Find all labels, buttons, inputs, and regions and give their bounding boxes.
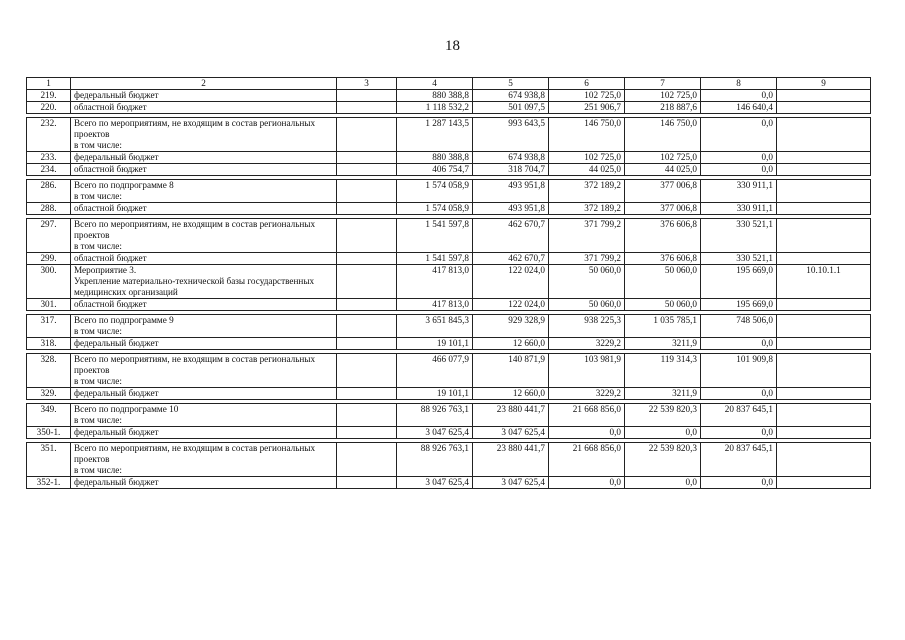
column-7-value: 50 060,0 (625, 265, 701, 299)
column-9-code (777, 180, 871, 203)
column-9-code (777, 427, 871, 439)
column-8-value: 330 521,1 (701, 253, 777, 265)
column-4-value: 3 651 845,3 (397, 315, 473, 338)
column-5-value: 122 024,0 (473, 265, 549, 299)
column-7-value: 44 025,0 (625, 164, 701, 176)
column-9-code (777, 315, 871, 338)
column-4-value: 1 541 597,8 (397, 219, 473, 253)
column-9-code (777, 388, 871, 400)
column-3-cell (337, 388, 397, 400)
column-3-cell (337, 315, 397, 338)
column-8-value: 0,0 (701, 338, 777, 350)
column-4-value: 417 813,0 (397, 265, 473, 299)
row-number-cell: 232. (27, 118, 71, 152)
row-number-cell: 329. (27, 388, 71, 400)
column-9-code (777, 118, 871, 152)
table-row (27, 90, 871, 102)
row-number-cell: 318. (27, 338, 71, 350)
table-row (27, 477, 871, 489)
column-5-value: 23 880 441,7 (473, 404, 549, 427)
column-5-value: 493 951,8 (473, 180, 549, 203)
column-8-value: 0,0 (701, 388, 777, 400)
table-row (27, 443, 871, 477)
row-number-cell: 286. (27, 180, 71, 203)
column-7-value: 3211,9 (625, 338, 701, 350)
column-4-value: 1 574 058,9 (397, 203, 473, 215)
column-5-value: 501 097,5 (473, 102, 549, 114)
header-row (27, 78, 871, 90)
table-row (27, 404, 871, 427)
row-number-cell: 219. (27, 90, 71, 102)
row-number-cell: 288. (27, 203, 71, 215)
page-number: 18 (445, 38, 460, 54)
table-row (27, 152, 871, 164)
column-header: 7 (625, 78, 701, 90)
row-name-cell: Всего по мероприятиям, не входящим в состав региональных проектов в том числе: (71, 354, 337, 388)
row-name-cell: Всего по подпрограмме 10 в том числе: (71, 404, 337, 427)
row-number-cell: 349. (27, 404, 71, 427)
column-4-value: 1 574 058,9 (397, 180, 473, 203)
column-7-value: 102 725,0 (625, 90, 701, 102)
column-4-value: 19 101,1 (397, 338, 473, 350)
table-row (27, 219, 871, 253)
column-7-value: 376 606,8 (625, 253, 701, 265)
table-row (27, 354, 871, 388)
table-row (27, 118, 871, 152)
column-8-value: 146 640,4 (701, 102, 777, 114)
column-6-value: 0,0 (549, 477, 625, 489)
column-3-cell (337, 299, 397, 311)
column-6-value: 50 060,0 (549, 299, 625, 311)
column-9-code (777, 299, 871, 311)
column-5-value: 674 938,8 (473, 90, 549, 102)
column-header: 8 (701, 78, 777, 90)
column-8-value: 0,0 (701, 477, 777, 489)
column-7-value: 1 035 785,1 (625, 315, 701, 338)
budget-table (26, 77, 871, 489)
column-9-code (777, 253, 871, 265)
column-3-cell (337, 118, 397, 152)
column-header: 3 (337, 78, 397, 90)
table-row (27, 102, 871, 114)
row-number-cell: 350-1. (27, 427, 71, 439)
column-9-code (777, 354, 871, 388)
column-6-value: 102 725,0 (549, 152, 625, 164)
row-name-cell: Всего по подпрограмме 9 в том числе: (71, 315, 337, 338)
row-name-cell: федеральный бюджет (71, 152, 337, 164)
column-3-cell (337, 90, 397, 102)
column-7-value: 102 725,0 (625, 152, 701, 164)
row-name-cell: Всего по мероприятиям, не входящим в состав региональных проектов в том числе: (71, 219, 337, 253)
column-4-value: 466 077,9 (397, 354, 473, 388)
column-8-value: 0,0 (701, 164, 777, 176)
row-name-cell: областной бюджет (71, 203, 337, 215)
column-3-cell (337, 443, 397, 477)
column-5-value: 12 660,0 (473, 338, 549, 350)
column-5-value: 929 328,9 (473, 315, 549, 338)
column-6-value: 0,0 (549, 427, 625, 439)
row-name-cell: Всего по подпрограмме 8 в том числе: (71, 180, 337, 203)
row-name-cell: федеральный бюджет (71, 90, 337, 102)
column-5-value: 462 670,7 (473, 219, 549, 253)
column-4-value: 3 047 625,4 (397, 477, 473, 489)
column-header: 4 (397, 78, 473, 90)
column-header: 6 (549, 78, 625, 90)
column-7-value: 0,0 (625, 477, 701, 489)
column-8-value: 101 909,8 (701, 354, 777, 388)
row-number-cell: 301. (27, 299, 71, 311)
column-7-value: 377 006,8 (625, 180, 701, 203)
column-8-value: 195 669,0 (701, 299, 777, 311)
row-name-cell: областной бюджет (71, 253, 337, 265)
column-3-cell (337, 253, 397, 265)
column-6-value: 102 725,0 (549, 90, 625, 102)
column-5-value: 993 643,5 (473, 118, 549, 152)
column-8-value: 330 911,1 (701, 180, 777, 203)
column-6-value: 371 799,2 (549, 219, 625, 253)
column-4-value: 88 926 763,1 (397, 443, 473, 477)
row-name-cell: Всего по мероприятиям, не входящим в состав региональных проектов в том числе: (71, 118, 337, 152)
row-name-cell: областной бюджет (71, 299, 337, 311)
table-row (27, 265, 871, 299)
row-name-cell: федеральный бюджет (71, 388, 337, 400)
table-row (27, 388, 871, 400)
column-9-code (777, 90, 871, 102)
column-6-value: 50 060,0 (549, 265, 625, 299)
column-8-value: 20 837 645,1 (701, 404, 777, 427)
row-name-cell: областной бюджет (71, 102, 337, 114)
row-name-cell: Всего по мероприятиям, не входящим в состав региональных проектов в том числе: (71, 443, 337, 477)
row-name-cell: областной бюджет (71, 164, 337, 176)
column-8-value: 0,0 (701, 118, 777, 152)
column-8-value: 748 506,0 (701, 315, 777, 338)
column-7-value: 0,0 (625, 427, 701, 439)
column-4-value: 1 541 597,8 (397, 253, 473, 265)
row-name-cell: федеральный бюджет (71, 427, 337, 439)
column-3-cell (337, 354, 397, 388)
column-5-value: 462 670,7 (473, 253, 549, 265)
column-6-value: 146 750,0 (549, 118, 625, 152)
row-number-cell: 220. (27, 102, 71, 114)
column-4-value: 417 813,0 (397, 299, 473, 311)
column-5-value: 140 871,9 (473, 354, 549, 388)
column-4-value: 19 101,1 (397, 388, 473, 400)
column-6-value: 372 189,2 (549, 203, 625, 215)
column-7-value: 376 606,8 (625, 219, 701, 253)
column-9-code (777, 338, 871, 350)
column-9-code (777, 443, 871, 477)
column-6-value: 21 668 856,0 (549, 404, 625, 427)
column-header: 9 (777, 78, 871, 90)
column-7-value: 119 314,3 (625, 354, 701, 388)
row-number-cell: 234. (27, 164, 71, 176)
row-number-cell: 233. (27, 152, 71, 164)
column-3-cell (337, 203, 397, 215)
column-4-value: 1 287 143,5 (397, 118, 473, 152)
column-5-value: 674 938,8 (473, 152, 549, 164)
column-4-value: 406 754,7 (397, 164, 473, 176)
column-8-value: 0,0 (701, 90, 777, 102)
row-name-cell: федеральный бюджет (71, 338, 337, 350)
column-4-value: 880 388,8 (397, 152, 473, 164)
column-7-value: 377 006,8 (625, 203, 701, 215)
column-6-value: 44 025,0 (549, 164, 625, 176)
column-6-value: 251 906,7 (549, 102, 625, 114)
column-8-value: 0,0 (701, 152, 777, 164)
column-6-value: 21 668 856,0 (549, 443, 625, 477)
table-row (27, 299, 871, 311)
column-6-value: 938 225,3 (549, 315, 625, 338)
column-5-value: 318 704,7 (473, 164, 549, 176)
column-9-code (777, 203, 871, 215)
row-number-cell: 297. (27, 219, 71, 253)
column-3-cell (337, 404, 397, 427)
column-header: 2 (71, 78, 337, 90)
table-header (27, 78, 871, 90)
column-8-value: 0,0 (701, 427, 777, 439)
row-name-cell: федеральный бюджет (71, 477, 337, 489)
column-7-value: 22 539 820,3 (625, 443, 701, 477)
column-3-cell (337, 338, 397, 350)
column-6-value: 3229,2 (549, 388, 625, 400)
row-number-cell: 300. (27, 265, 71, 299)
row-name-cell: Мероприятие 3. Укрепление материально-технической базы государственных медицинских организаций (71, 265, 337, 299)
table-row (27, 427, 871, 439)
column-4-value: 880 388,8 (397, 90, 473, 102)
column-9-code: 10.10.1.1 (777, 265, 871, 299)
table-row (27, 315, 871, 338)
column-5-value: 3 047 625,4 (473, 427, 549, 439)
column-9-code (777, 164, 871, 176)
column-6-value: 371 799,2 (549, 253, 625, 265)
row-number-cell: 299. (27, 253, 71, 265)
table-row (27, 203, 871, 215)
column-6-value: 103 981,9 (549, 354, 625, 388)
table-row (27, 180, 871, 203)
column-header: 1 (27, 78, 71, 90)
column-8-value: 195 669,0 (701, 265, 777, 299)
column-9-code (777, 477, 871, 489)
column-7-value: 3211,9 (625, 388, 701, 400)
table-row (27, 338, 871, 350)
column-4-value: 88 926 763,1 (397, 404, 473, 427)
column-8-value: 330 911,1 (701, 203, 777, 215)
column-5-value: 12 660,0 (473, 388, 549, 400)
column-7-value: 218 887,6 (625, 102, 701, 114)
column-9-code (777, 152, 871, 164)
column-3-cell (337, 265, 397, 299)
column-3-cell (337, 180, 397, 203)
column-3-cell (337, 102, 397, 114)
column-6-value: 3229,2 (549, 338, 625, 350)
row-number-cell: 351. (27, 443, 71, 477)
column-3-cell (337, 219, 397, 253)
row-number-cell: 352-1. (27, 477, 71, 489)
column-3-cell (337, 477, 397, 489)
column-3-cell (337, 152, 397, 164)
column-6-value: 372 189,2 (549, 180, 625, 203)
column-9-code (777, 404, 871, 427)
column-4-value: 3 047 625,4 (397, 427, 473, 439)
column-7-value: 146 750,0 (625, 118, 701, 152)
table-row (27, 164, 871, 176)
column-5-value: 493 951,8 (473, 203, 549, 215)
column-7-value: 22 539 820,3 (625, 404, 701, 427)
row-number-cell: 328. (27, 354, 71, 388)
row-number-cell: 317. (27, 315, 71, 338)
column-7-value: 50 060,0 (625, 299, 701, 311)
column-9-code (777, 219, 871, 253)
column-8-value: 330 521,1 (701, 219, 777, 253)
column-4-value: 1 118 532,2 (397, 102, 473, 114)
column-header: 5 (473, 78, 549, 90)
column-9-code (777, 102, 871, 114)
column-5-value: 3 047 625,4 (473, 477, 549, 489)
table-body (27, 90, 871, 489)
column-5-value: 122 024,0 (473, 299, 549, 311)
table-row (27, 253, 871, 265)
column-3-cell (337, 164, 397, 176)
column-5-value: 23 880 441,7 (473, 443, 549, 477)
column-8-value: 20 837 645,1 (701, 443, 777, 477)
column-3-cell (337, 427, 397, 439)
